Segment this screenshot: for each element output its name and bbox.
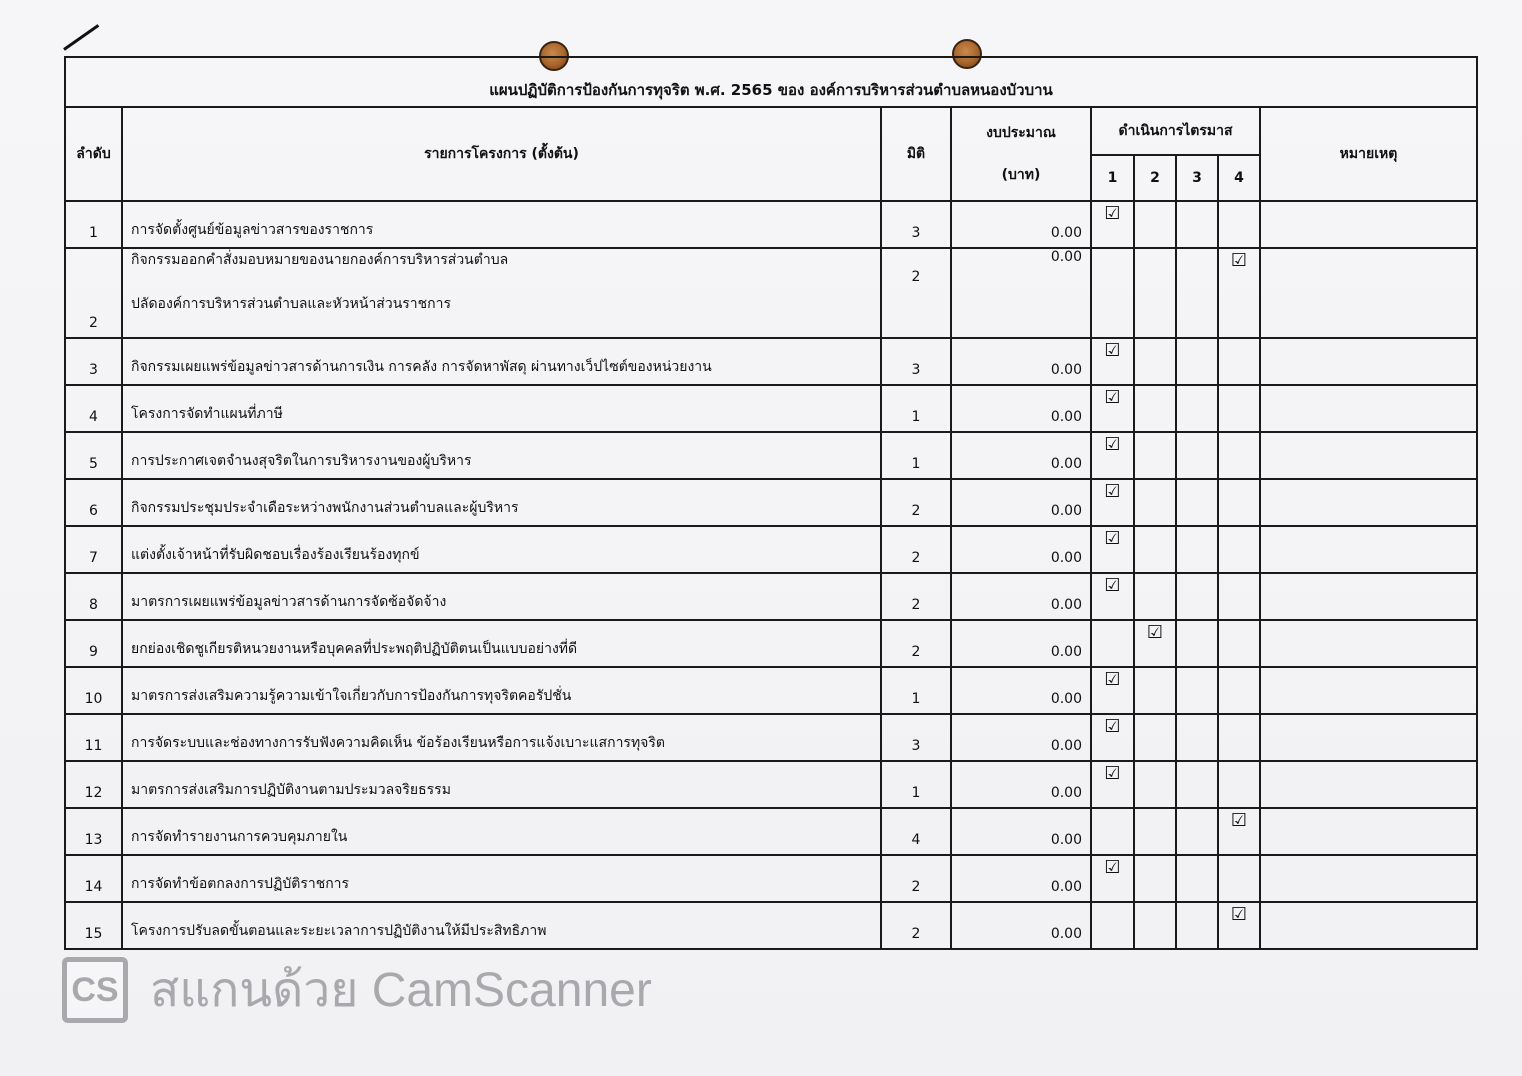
quarter-4-cell — [1218, 201, 1260, 248]
project-name — [122, 338, 881, 385]
remarks-cell — [1260, 338, 1477, 385]
quarter-3-cell — [1176, 761, 1218, 808]
row-number: 8 — [65, 573, 122, 620]
project-name — [122, 761, 881, 808]
remarks-cell — [1260, 808, 1477, 855]
camscanner-logo-icon: CS — [62, 957, 128, 1023]
pen-mark — [63, 24, 99, 51]
dimension-value: 2 — [881, 479, 951, 526]
budget-value: 0.00 — [951, 338, 1091, 385]
row-number: 12 — [65, 761, 122, 808]
table-row — [65, 526, 1477, 573]
header-quarter-3: 3 — [1176, 155, 1218, 201]
row-number: 11 — [65, 714, 122, 761]
header-budget-line1: งบประมาณ — [986, 125, 1056, 141]
quarter-2-cell — [1134, 338, 1176, 385]
quarter-2-cell — [1134, 573, 1176, 620]
camscanner-watermark — [62, 956, 652, 1024]
budget-value: 0.00 — [951, 432, 1091, 479]
quarter-4-cell — [1218, 573, 1260, 620]
quarter-2-cell — [1134, 432, 1176, 479]
quarter-3-cell — [1176, 855, 1218, 902]
dimension-value: 2 — [881, 902, 951, 949]
dimension-value: 3 — [881, 338, 951, 385]
remarks-cell — [1260, 761, 1477, 808]
checkbox-checked-icon: ☑ — [1230, 810, 1248, 831]
project-name — [122, 714, 881, 761]
budget-value: 0.00 — [951, 385, 1091, 432]
row-number: 13 — [65, 808, 122, 855]
project-name-line: มาตรการส่งเสริมการปฏิบัติงานตามประมวลจริยธรรม — [131, 782, 451, 798]
table-row — [65, 573, 1477, 620]
quarter-3-cell — [1176, 338, 1218, 385]
checkbox-checked-icon: ☑ — [1104, 763, 1121, 784]
checkbox-checked-icon: ☑ — [1104, 669, 1121, 690]
project-name — [122, 385, 881, 432]
quarter-3-cell — [1176, 385, 1218, 432]
header-quarter-1: 1 — [1091, 155, 1134, 201]
quarter-3-cell — [1176, 620, 1218, 667]
remarks-cell — [1260, 385, 1477, 432]
quarter-1-cell — [1091, 201, 1134, 248]
quarter-4-cell — [1218, 902, 1260, 949]
checkbox-checked-icon: ☑ — [1104, 387, 1121, 408]
table-row — [65, 385, 1477, 432]
header-project: รายการโครงการ (ตั้งต้น) — [122, 107, 881, 201]
budget-value: 0.00 — [951, 620, 1091, 667]
quarter-1-cell — [1091, 761, 1134, 808]
budget-value: 0.00 — [951, 479, 1091, 526]
quarter-3-cell — [1176, 902, 1218, 949]
row-number: 7 — [65, 526, 122, 573]
quarter-4-cell — [1218, 855, 1260, 902]
quarter-3-cell — [1176, 667, 1218, 714]
quarter-2-cell — [1134, 761, 1176, 808]
row-number: 1 — [65, 201, 122, 248]
checkbox-checked-icon: ☑ — [1104, 575, 1121, 596]
table-row — [65, 248, 1477, 338]
checkbox-checked-icon: ☑ — [1230, 250, 1248, 271]
remarks-cell — [1260, 855, 1477, 902]
table-row — [65, 432, 1477, 479]
row-number: 5 — [65, 432, 122, 479]
project-name-line: การจัดตั้งศูนย์ข้อมูลข่าวสารของราชการ — [131, 222, 374, 238]
project-name — [122, 667, 881, 714]
remarks-cell — [1260, 620, 1477, 667]
dimension-value: 2 — [881, 573, 951, 620]
document-title: แผนปฏิบัติการป้องกันการทุจริต พ.ศ. 2565 ของ องค์การบริหารส่วนตำบลหนองบัวบาน — [65, 57, 1477, 107]
quarter-2-cell — [1134, 808, 1176, 855]
project-name-line: การประกาศเจตจำนงสุจริตในการบริหารงานของผู้บริหาร — [131, 453, 472, 469]
remarks-cell — [1260, 432, 1477, 479]
project-name-line: กิจกรรมเผยแพร่ข้อมูลข่าวสารด้านการเงิน การคลัง การจัดหาพัสดุ ผ่านทางเว็ปไซต์ของหน่วยงาน — [131, 359, 712, 375]
row-number: 2 — [65, 248, 122, 338]
checkbox-checked-icon: ☑ — [1230, 904, 1248, 925]
project-name — [122, 201, 881, 248]
quarter-2-cell — [1134, 902, 1176, 949]
project-name-line: ปลัดองค์การบริหารส่วนตำบลและหัวหน้าส่วนราชการ — [131, 296, 452, 312]
dimension-value: 3 — [881, 714, 951, 761]
row-number: 4 — [65, 385, 122, 432]
dimension-value: 1 — [881, 761, 951, 808]
budget-value: 0.00 — [951, 573, 1091, 620]
quarter-2-cell — [1134, 248, 1176, 338]
quarter-4-cell — [1218, 761, 1260, 808]
quarter-1-cell — [1091, 338, 1134, 385]
row-number: 6 — [65, 479, 122, 526]
quarter-4-cell — [1218, 667, 1260, 714]
budget-value: 0.00 — [951, 855, 1091, 902]
quarter-1-cell — [1091, 808, 1134, 855]
checkbox-checked-icon: ☑ — [1104, 528, 1121, 549]
project-name-line: กิจกรรมออกคำสั่งมอบหมายของนายกองค์การบริหารส่วนตำบล — [131, 252, 509, 268]
quarter-1-cell — [1091, 620, 1134, 667]
project-name-line: กิจกรรมประชุมประจำเดือระหว่างพนักงานส่วนตำบลและผู้บริหาร — [131, 500, 519, 516]
budget-value: 0.00 — [951, 761, 1091, 808]
quarter-4-cell — [1218, 808, 1260, 855]
quarter-1-cell — [1091, 526, 1134, 573]
remarks-cell — [1260, 573, 1477, 620]
quarter-3-cell — [1176, 248, 1218, 338]
quarter-1-cell — [1091, 479, 1134, 526]
row-number: 3 — [65, 338, 122, 385]
table-row — [65, 479, 1477, 526]
anti-corruption-plan-table — [64, 56, 1478, 950]
table-row — [65, 620, 1477, 667]
project-name — [122, 808, 881, 855]
quarter-3-cell — [1176, 714, 1218, 761]
quarter-2-cell — [1134, 385, 1176, 432]
remarks-cell — [1260, 902, 1477, 949]
header-budget — [951, 107, 1091, 201]
project-name — [122, 248, 881, 338]
quarter-1-cell — [1091, 714, 1134, 761]
row-number: 9 — [65, 620, 122, 667]
checkbox-checked-icon: ☑ — [1104, 203, 1121, 224]
dimension-value: 2 — [881, 248, 951, 338]
table-row — [65, 201, 1477, 248]
row-number: 10 — [65, 667, 122, 714]
dimension-value: 2 — [881, 855, 951, 902]
dimension-value: 1 — [881, 432, 951, 479]
table-row — [65, 855, 1477, 902]
remarks-cell — [1260, 248, 1477, 338]
quarter-4-cell — [1218, 248, 1260, 338]
budget-value: 0.00 — [951, 808, 1091, 855]
header-quarter-4: 4 — [1218, 155, 1260, 201]
project-name — [122, 432, 881, 479]
project-name-line: ยกย่องเชิดชูเกียรติหนวยงานหรือบุคคลที่ประพฤติปฏิบัติตนเป็นแบบอย่างที่ดี — [131, 641, 578, 657]
project-name — [122, 855, 881, 902]
quarter-1-cell — [1091, 432, 1134, 479]
quarter-3-cell — [1176, 808, 1218, 855]
checkbox-checked-icon: ☑ — [1104, 857, 1121, 878]
budget-value: 0.00 — [951, 667, 1091, 714]
project-name — [122, 573, 881, 620]
quarter-2-cell — [1134, 201, 1176, 248]
project-name-line: มาตรการส่งเสริมความรู้ความเข้าใจเกี่ยวกับการป้องกันการทุจริตคอรัปชั่น — [131, 688, 572, 704]
quarter-3-cell — [1176, 201, 1218, 248]
budget-value: 0.00 — [951, 902, 1091, 949]
remarks-cell — [1260, 526, 1477, 573]
header-dimension: มิติ — [881, 107, 951, 201]
watermark-text: สแกนด้วย CamScanner — [150, 964, 652, 1017]
remarks-cell — [1260, 479, 1477, 526]
quarter-2-cell — [1134, 620, 1176, 667]
table-row — [65, 761, 1477, 808]
quarter-3-cell — [1176, 526, 1218, 573]
budget-value: 0.00 — [951, 714, 1091, 761]
row-number: 15 — [65, 902, 122, 949]
checkbox-checked-icon: ☑ — [1104, 434, 1121, 455]
quarter-1-cell — [1091, 385, 1134, 432]
quarter-1-cell — [1091, 902, 1134, 949]
quarter-1-cell — [1091, 855, 1134, 902]
quarter-1-cell — [1091, 573, 1134, 620]
header-quarter-group: ดำเนินการไตรมาส — [1091, 107, 1260, 155]
checkbox-checked-icon: ☑ — [1146, 622, 1164, 643]
project-name — [122, 526, 881, 573]
table-row — [65, 338, 1477, 385]
project-name-line: โครงการจัดทำแผนที่ภาษี — [131, 406, 283, 422]
quarter-3-cell — [1176, 432, 1218, 479]
quarter-4-cell — [1218, 526, 1260, 573]
quarter-4-cell — [1218, 432, 1260, 479]
table-row — [65, 667, 1477, 714]
quarter-4-cell — [1218, 385, 1260, 432]
checkbox-checked-icon: ☑ — [1104, 716, 1121, 737]
project-name — [122, 902, 881, 949]
quarter-1-cell — [1091, 667, 1134, 714]
budget-value: 0.00 — [951, 526, 1091, 573]
dimension-value: 1 — [881, 385, 951, 432]
quarter-2-cell — [1134, 714, 1176, 761]
remarks-cell — [1260, 201, 1477, 248]
checkbox-checked-icon: ☑ — [1104, 481, 1121, 502]
quarter-4-cell — [1218, 479, 1260, 526]
header-budget-line2: (บาท) — [1001, 167, 1041, 183]
remarks-cell — [1260, 667, 1477, 714]
quarter-4-cell — [1218, 338, 1260, 385]
dimension-value: 3 — [881, 201, 951, 248]
remarks-cell — [1260, 714, 1477, 761]
table-row — [65, 714, 1477, 761]
header-quarter-2: 2 — [1134, 155, 1176, 201]
quarter-4-cell — [1218, 714, 1260, 761]
project-name-line: แต่งตั้งเจ้าหน้าที่รับผิดชอบเรื่องร้องเรียนร้องทุกข์ — [131, 547, 420, 563]
row-number: 14 — [65, 855, 122, 902]
table-row — [65, 808, 1477, 855]
dimension-value: 2 — [881, 526, 951, 573]
quarter-3-cell — [1176, 479, 1218, 526]
quarter-2-cell — [1134, 855, 1176, 902]
checkbox-checked-icon: ☑ — [1104, 340, 1121, 361]
quarter-2-cell — [1134, 526, 1176, 573]
budget-value: 0.00 — [951, 248, 1091, 338]
project-name — [122, 479, 881, 526]
project-name — [122, 620, 881, 667]
quarter-4-cell — [1218, 620, 1260, 667]
plan-table-body — [65, 201, 1477, 949]
dimension-value: 1 — [881, 667, 951, 714]
table-row — [65, 902, 1477, 949]
quarter-1-cell — [1091, 248, 1134, 338]
budget-value: 0.00 — [951, 201, 1091, 248]
project-name-line: โครงการปรับลดขั้นตอนและระยะเวลาการปฏิบัติงานให้มีประสิทธิภาพ — [131, 923, 547, 939]
quarter-2-cell — [1134, 667, 1176, 714]
dimension-value: 4 — [881, 808, 951, 855]
quarter-3-cell — [1176, 573, 1218, 620]
project-name-line: มาตรการเผยแพร่ข้อมูลข่าวสารด้านการจัดซ้อจัดจ้าง — [131, 594, 447, 610]
quarter-2-cell — [1134, 479, 1176, 526]
project-name-line: การจัดทำรายงานการควบคุมภายใน — [131, 829, 348, 845]
header-remarks: หมายเหตุ — [1260, 107, 1477, 201]
header-no: ลำดับ — [65, 107, 122, 201]
project-name-line: การจัดระบบและช่องทางการรับฟังความคิดเห็น ข้อร้องเรียนหรือการแจ้งเบาะแสการทุจริต — [131, 735, 665, 751]
project-name-line: การจัดทำข้อตกลงการปฏิบัติราชการ — [131, 876, 350, 892]
dimension-value: 2 — [881, 620, 951, 667]
